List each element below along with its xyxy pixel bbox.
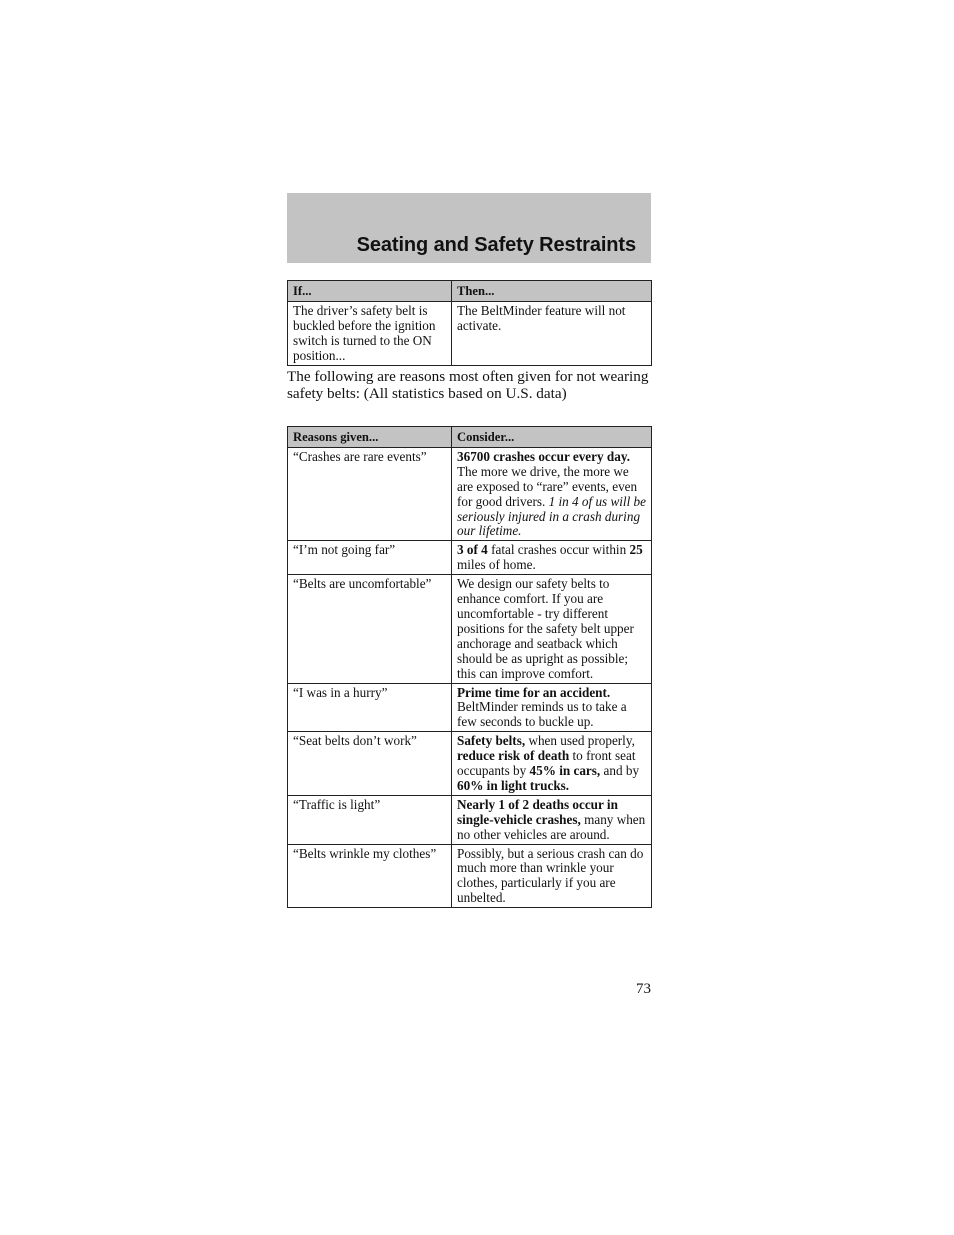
emphasis-text: 45% in cars, <box>529 763 601 779</box>
reason-cell: “I’m not going far” <box>288 541 452 575</box>
intro-paragraph: The following are reasons most often given for not wearing safety belts: (All statistics based on U.S. data) <box>287 368 649 402</box>
body-text: We design our safety belts to enhance comfort. If you are uncomfortable - try different positions for the safety belt upper anchorage and seatback which should be as upright as possible; this can improve comfort. <box>457 576 634 681</box>
column-header-if: If... <box>288 281 452 302</box>
emphasis-text: 3 of 4 <box>457 542 488 558</box>
italic-text: 1 in 4 of us will be seriously injured in a crash during our lifetime. <box>457 493 647 539</box>
table-header-row <box>288 281 652 302</box>
reason-cell: “Crashes are rare events” <box>288 447 452 540</box>
emphasis-text: Safety belts, <box>457 733 526 749</box>
reason-cell: “Seat belts don’t work” <box>288 732 452 796</box>
section-header-band <box>287 193 651 263</box>
body-text: BeltMinder reminds us to take a few seconds to buckle up. <box>457 699 627 730</box>
body-text: The more we drive, the more we are exposed to “rare” events, even for good drivers. <box>457 463 638 509</box>
reason-cell: “Belts are uncomfortable” <box>288 575 452 683</box>
consider-cell <box>452 844 652 908</box>
column-header-consider: Consider... <box>452 427 652 448</box>
emphasis-text: Prime time for an accident. <box>457 684 611 700</box>
table-row <box>288 541 652 575</box>
reason-cell: “I was in a hurry” <box>288 683 452 732</box>
emphasis-text: reduce risk of death <box>457 748 570 764</box>
beltminder-condition-table <box>287 280 652 366</box>
consider-cell <box>452 795 652 844</box>
body-text: to front seat occupants by <box>457 748 636 779</box>
table-row <box>288 795 652 844</box>
consider-cell <box>452 541 652 575</box>
emphasis-text: 36700 crashes occur every day. <box>457 448 630 464</box>
table-header-row <box>288 427 652 448</box>
body-text: miles of home. <box>457 557 536 573</box>
body-text: many when no other vehicles are around. <box>457 811 646 842</box>
body-text: and by <box>600 763 640 779</box>
table-row <box>288 732 652 796</box>
emphasis-text: Nearly 1 of 2 deaths occur in single-vehicle crashes, <box>457 796 618 827</box>
column-header-reasons: Reasons given... <box>288 427 452 448</box>
body-text: fatal crashes occur within <box>487 542 630 558</box>
table-row <box>288 575 652 683</box>
consider-cell <box>452 683 652 732</box>
reason-cell: “Traffic is light” <box>288 795 452 844</box>
column-header-then: Then... <box>452 281 652 302</box>
reasons-table <box>287 426 652 908</box>
table-row <box>288 301 652 365</box>
emphasis-text: 60% in light trucks. <box>457 777 570 793</box>
consider-cell <box>452 447 652 540</box>
consider-cell <box>452 575 652 683</box>
page-number: 73 <box>636 981 651 997</box>
body-text: when used properly, <box>525 733 635 749</box>
reason-cell: “Belts wrinkle my clothes” <box>288 844 452 908</box>
section-title: Seating and Safety Restraints <box>356 234 636 256</box>
body-text: Possibly, but a serious crash can do much more than wrinkle your clothes, particularly if you are unbelted. <box>457 845 644 906</box>
table-row <box>288 844 652 908</box>
table-row <box>288 447 652 540</box>
table-row <box>288 683 652 732</box>
emphasis-text: 25 <box>629 542 643 558</box>
consider-cell <box>452 732 652 796</box>
condition-cell: The driver’s safety belt is buckled before the ignition switch is turned to the ON position... <box>288 301 452 365</box>
result-cell: The BeltMinder feature will not activate. <box>452 301 652 365</box>
